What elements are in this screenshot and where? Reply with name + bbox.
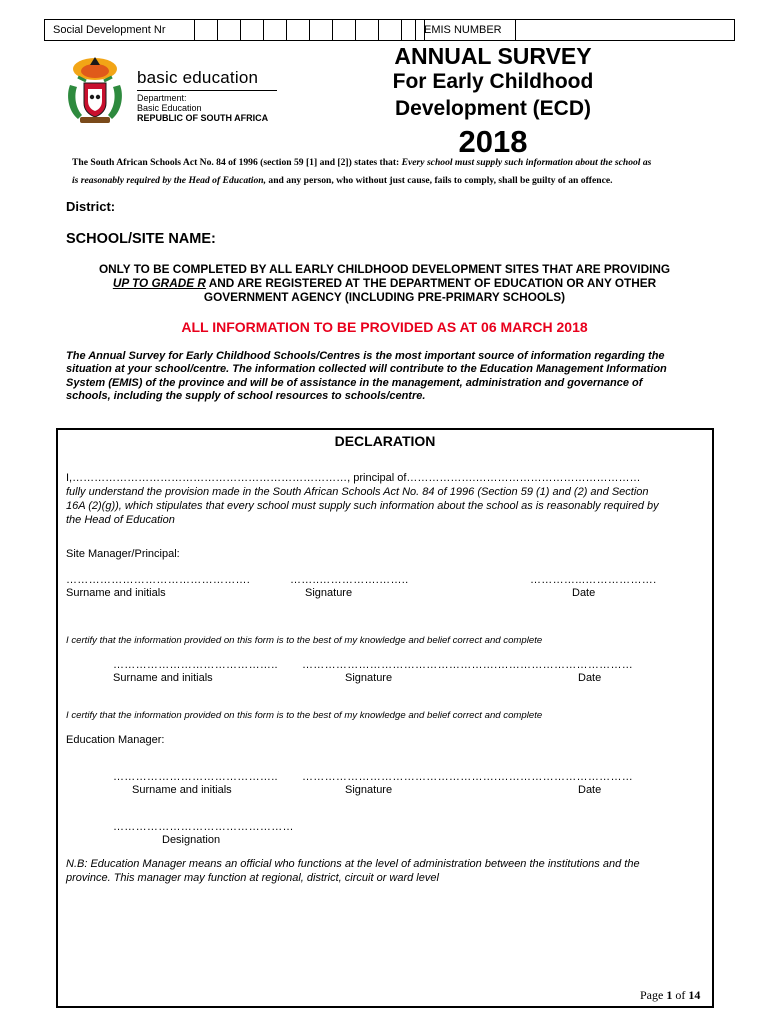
declaration-principal-line[interactable]: I,…………………………………………………………………, principal of……………….………………………………………	[66, 472, 641, 484]
act-statement	[72, 157, 712, 168]
district-label: District:	[66, 199, 116, 214]
surname-label: Surname and initials	[113, 672, 213, 684]
declaration-title: DECLARATION	[334, 433, 436, 449]
survey-year: 2018	[458, 124, 528, 159]
intro-line: System (EMIS) of the province and will be of assistance in the management, administration and governance of	[66, 376, 643, 389]
department-line: Department:	[137, 93, 187, 103]
school-name-label: SCHOOL/SITE NAME:	[66, 231, 216, 247]
notice-emphasis: UP TO GRADE R	[112, 276, 206, 290]
act-quote: Every school must supply such information about the school as	[401, 157, 652, 168]
declaration-text: the Head of Education	[66, 514, 175, 526]
survey-title: ANNUAL SURVEY	[394, 43, 592, 69]
intro-line: The Annual Survey for Early Childhood Schools/Centres is the most important source of information regarding the	[66, 350, 665, 362]
page-word: Page	[640, 988, 667, 1002]
digit-cell[interactable]	[287, 20, 310, 40]
signature-label: Signature	[345, 672, 393, 684]
total-pages: 14	[688, 988, 701, 1002]
survey-subtitle: For Early Childhood	[392, 70, 594, 93]
digit-cell[interactable]	[356, 20, 379, 40]
surname-input-line[interactable]: ……………………………………..	[113, 659, 278, 671]
certification-statement: I certify that the information provided on this form is to the best of my knowledge and belief correct and complete	[66, 635, 543, 646]
digit-cell[interactable]	[379, 20, 402, 40]
date-input-line[interactable]: …………...……………….	[530, 574, 657, 586]
social-development-number-field[interactable]	[44, 19, 425, 41]
designation-label: Designation	[162, 834, 221, 846]
education-manager-note: province. This manager may function at regional, district, circuit or ward level	[66, 872, 439, 884]
date-label: Date	[578, 784, 602, 796]
date-label: Date	[578, 672, 602, 684]
signature-date-input-line[interactable]: …………………………………………….………………………………	[302, 771, 634, 783]
digit-cell[interactable]	[241, 20, 264, 40]
department-country: REPUBLIC OF SOUTH AFRICA	[137, 113, 269, 123]
act-text: The South African Schools Act No. 84 of 1996 (section 59 [1] and [2]) states that:	[72, 157, 402, 168]
current-page: 1	[666, 988, 673, 1002]
act-text: and any person, who without just cause, fails to comply, shall be guilty of an offence.	[266, 175, 613, 186]
declaration-text: fully understand the provision made in the South African Schools Act No. 84 of 1996 (Section 59 (1) and (2) and Section	[66, 486, 649, 498]
act-quote: is reasonably required by the Head of Education,	[72, 175, 267, 186]
survey-subtitle: Development (ECD)	[394, 97, 592, 120]
digit-cell[interactable]	[333, 20, 356, 40]
department-name: basic education	[137, 68, 259, 87]
digit-cell[interactable]	[218, 20, 241, 40]
digit-cell[interactable]	[264, 20, 287, 40]
certification-statement: I certify that the information provided on this form is to the best of my knowledge and belief correct and complete	[66, 710, 543, 721]
date-label: Date	[572, 587, 596, 599]
signature-label: Signature	[345, 784, 393, 796]
digit-cell[interactable]	[195, 20, 218, 40]
education-manager-note: N.B: Education Manager means an official who functions at the level of administration between the institutions and the	[66, 858, 640, 870]
signature-label: Signature	[305, 587, 353, 599]
surname-input-line[interactable]: ……………………………………..	[113, 771, 278, 783]
department-line: Basic Education	[137, 103, 202, 113]
intro-line: schools, including the supply of school resources to schools/centre.	[66, 390, 426, 403]
act-statement	[72, 175, 712, 186]
surname-input-line[interactable]: ………………………………………….	[66, 574, 251, 586]
intro-line: situation at your school/centre. The information collected will contribute to the Education Management Information	[66, 363, 667, 376]
education-manager-label: Education Manager:	[66, 734, 165, 746]
emis-number-field[interactable]	[415, 19, 735, 41]
emis-label: EMIS NUMBER	[416, 20, 516, 40]
surname-label: Surname and initials	[66, 587, 166, 599]
notice-line	[62, 276, 707, 290]
coat-of-arms-logo	[60, 55, 130, 127]
designation-input-line[interactable]: …………………………………………	[113, 821, 294, 833]
signature-date-input-line[interactable]: …………………………………………….………………………………	[302, 659, 634, 671]
page-number	[640, 988, 700, 1003]
reference-date-notice: ALL INFORMATION TO BE PROVIDED AS AT 06 MARCH 2018	[181, 319, 588, 335]
site-manager-label: Site Manager/Principal:	[66, 548, 180, 560]
notice-text: AND ARE REGISTERED AT THE DEPARTMENT OF EDUCATION OR ANY OTHER	[205, 276, 657, 290]
divider	[137, 90, 277, 91]
notice-line: ONLY TO BE COMPLETED BY ALL EARLY CHILDHOOD DEVELOPMENT SITES THAT ARE PROVIDING	[98, 262, 671, 276]
declaration-text: 16A (2)(g)), which stipulates that every school must supply such information about the school as is reasonably required by	[66, 500, 659, 512]
social-development-label: Social Development Nr	[45, 20, 195, 40]
signature-input-line[interactable]: ……..…………….……..	[290, 574, 409, 586]
surname-label: Surname and initials	[132, 784, 232, 796]
notice-line: GOVERNMENT AGENCY (INCLUDING PRE-PRIMARY SCHOOLS)	[203, 290, 566, 304]
digit-cell[interactable]	[310, 20, 333, 40]
intro-paragraph	[66, 350, 716, 404]
of-word: of	[672, 988, 689, 1002]
